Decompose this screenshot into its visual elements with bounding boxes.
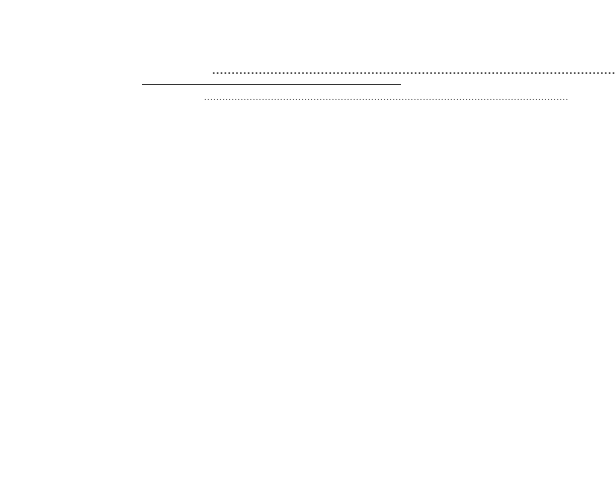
chapter-heading[interactable] xyxy=(142,66,616,80)
chapter-leader: ........................................................................................................ xyxy=(212,66,616,77)
chapter-rule xyxy=(142,84,401,85)
section-heading[interactable] xyxy=(142,90,569,104)
section-leader: ........................................................................................................................ xyxy=(204,92,569,102)
